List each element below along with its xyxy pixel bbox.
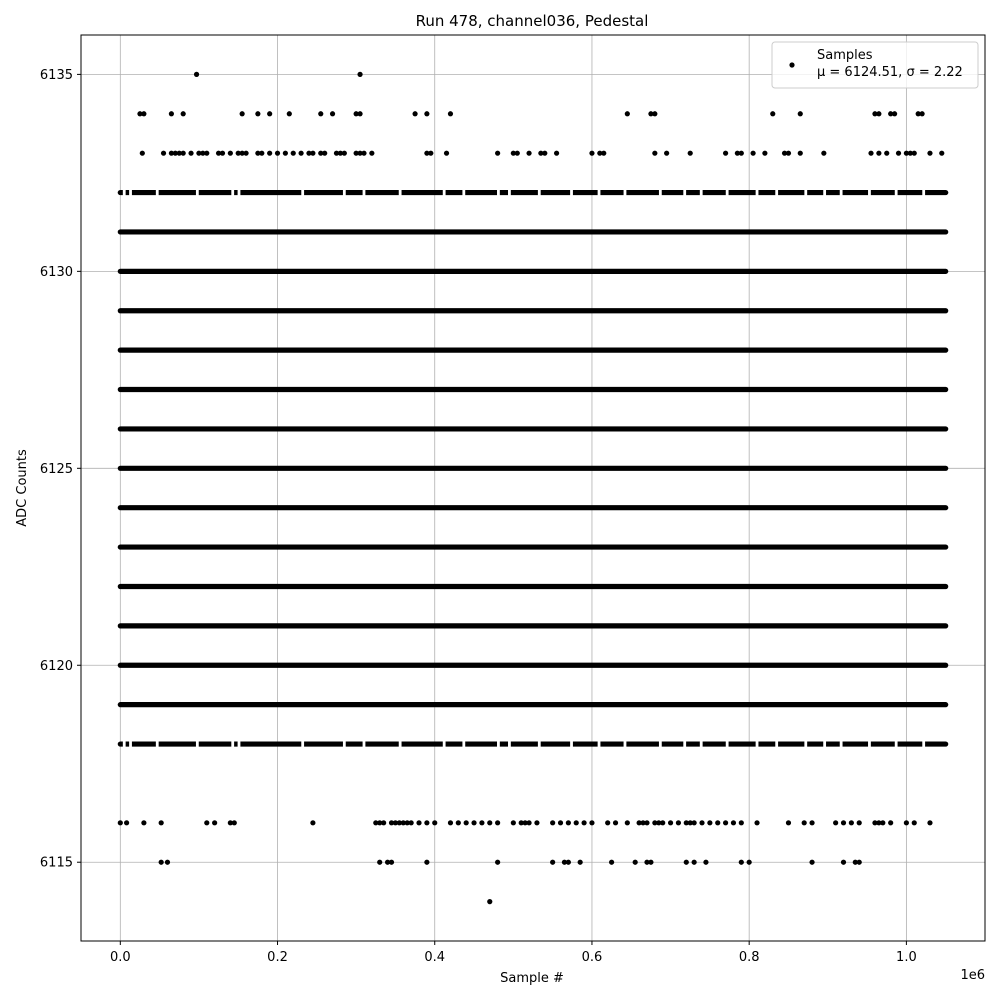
data-point: [892, 111, 897, 116]
data-point: [412, 111, 417, 116]
data-point: [287, 111, 292, 116]
data-point: [809, 820, 814, 825]
data-point-gap: [363, 189, 366, 195]
data-point: [699, 820, 704, 825]
data-point: [652, 111, 657, 116]
data-point: [456, 820, 461, 825]
data-point-gap: [343, 189, 346, 195]
data-point: [703, 860, 708, 865]
data-point: [688, 151, 693, 156]
data-point-gap: [775, 189, 778, 195]
data-point: [267, 151, 272, 156]
x-tick-label: 0.2: [267, 950, 288, 965]
data-point: [228, 151, 233, 156]
data-point: [526, 151, 531, 156]
data-point: [625, 111, 630, 116]
data-point: [550, 860, 555, 865]
data-point-gap: [443, 189, 446, 195]
data-point: [204, 151, 209, 156]
data-point-gap: [726, 189, 729, 195]
data-point: [884, 151, 889, 156]
data-point: [927, 820, 932, 825]
data-point-gap: [840, 189, 843, 195]
data-point-gap: [823, 189, 826, 195]
data-point: [232, 820, 237, 825]
data-point: [798, 111, 803, 116]
data-point-gap: [196, 189, 199, 195]
data-point: [723, 820, 728, 825]
data-point: [857, 860, 862, 865]
data-point: [558, 820, 563, 825]
data-point: [220, 151, 225, 156]
legend-label: Samples: [817, 48, 873, 63]
data-point: [159, 860, 164, 865]
data-point: [648, 860, 653, 865]
data-point: [786, 820, 791, 825]
data-point: [259, 151, 264, 156]
data-point-gap: [775, 741, 778, 747]
data-point-gap: [624, 741, 627, 747]
data-point: [880, 820, 885, 825]
data-point-gap: [756, 741, 759, 747]
data-point: [876, 111, 881, 116]
data-point: [566, 860, 571, 865]
data-point: [707, 820, 712, 825]
data-point: [747, 860, 752, 865]
data-point: [927, 151, 932, 156]
data-point-gap: [497, 189, 500, 195]
data-point-gap: [922, 189, 925, 195]
data-point: [857, 820, 862, 825]
x-axis-label: Sample #: [500, 971, 564, 986]
data-point-gap: [659, 741, 662, 747]
data-point: [416, 820, 421, 825]
data-point: [581, 820, 586, 825]
data-point: [664, 151, 669, 156]
data-point: [550, 820, 555, 825]
data-point: [821, 151, 826, 156]
data-point: [802, 820, 807, 825]
data-point-gap: [443, 741, 446, 747]
data-point-gap: [922, 741, 925, 747]
data-point: [786, 151, 791, 156]
data-point-gap: [508, 741, 511, 747]
data-point: [140, 151, 145, 156]
data-point: [849, 820, 854, 825]
data-point-gap: [726, 741, 729, 747]
data-point: [487, 820, 492, 825]
data-point: [554, 151, 559, 156]
data-point: [357, 111, 362, 116]
data-point: [212, 820, 217, 825]
data-point: [310, 820, 315, 825]
data-point: [739, 820, 744, 825]
data-point: [310, 151, 315, 156]
y-tick-label: 6120: [39, 658, 73, 674]
data-point-gap: [823, 741, 826, 747]
data-point-gap: [231, 741, 234, 747]
data-point: [723, 151, 728, 156]
data-point: [920, 111, 925, 116]
data-point: [833, 820, 838, 825]
data-point: [770, 111, 775, 116]
data-point: [542, 151, 547, 156]
data-point-gap: [570, 189, 573, 195]
data-point-gap: [683, 741, 686, 747]
data-point-gap: [570, 741, 573, 747]
data-point-gap: [301, 189, 304, 195]
data-point-gap: [399, 189, 402, 195]
legend-marker: [789, 62, 794, 67]
data-point-gap: [129, 741, 132, 747]
data-point: [424, 820, 429, 825]
data-point-gap: [363, 741, 366, 747]
data-point: [243, 151, 248, 156]
data-point-gap: [399, 741, 402, 747]
data-point: [181, 111, 186, 116]
data-point: [739, 151, 744, 156]
data-point: [204, 820, 209, 825]
data-point-gap: [804, 189, 807, 195]
data-point: [118, 820, 123, 825]
y-tick-label: 6125: [39, 461, 73, 477]
data-point: [181, 151, 186, 156]
data-point: [424, 111, 429, 116]
data-point: [526, 820, 531, 825]
data-point: [684, 860, 689, 865]
data-point-gap: [196, 741, 199, 747]
data-point: [448, 820, 453, 825]
data-point: [255, 111, 260, 116]
data-point-gap: [238, 741, 241, 747]
data-point: [601, 151, 606, 156]
data-point: [660, 820, 665, 825]
data-point: [361, 151, 366, 156]
data-point: [275, 151, 280, 156]
data-point: [141, 111, 146, 116]
data-point-gap: [756, 189, 759, 195]
data-point: [342, 151, 347, 156]
data-point-gap: [700, 741, 703, 747]
data-point: [754, 820, 759, 825]
data-point: [495, 820, 500, 825]
data-point-gap: [804, 741, 807, 747]
data-point: [566, 820, 571, 825]
data-point: [318, 111, 323, 116]
data-point: [676, 820, 681, 825]
data-point: [299, 151, 304, 156]
data-point: [841, 860, 846, 865]
data-point: [169, 111, 174, 116]
data-point: [369, 151, 374, 156]
data-point: [377, 860, 382, 865]
x-axis-offset-label: 1e6: [960, 968, 985, 983]
data-point: [444, 151, 449, 156]
data-point: [668, 820, 673, 825]
x-tick-label: 0.6: [581, 950, 603, 965]
data-point: [267, 111, 272, 116]
data-point-gap: [868, 741, 871, 747]
data-point-gap: [462, 741, 465, 747]
data-point-gap: [238, 189, 241, 195]
x-tick-label: 0.8: [738, 950, 760, 965]
data-point: [841, 820, 846, 825]
data-point: [633, 860, 638, 865]
data-point: [809, 860, 814, 865]
y-axis-label: ADC Counts: [15, 449, 30, 527]
data-point: [762, 151, 767, 156]
data-point: [511, 820, 516, 825]
x-tick-label: 0.0: [109, 950, 131, 965]
data-point: [644, 820, 649, 825]
data-point: [715, 820, 720, 825]
data-point-gap: [156, 189, 159, 195]
data-point: [495, 151, 500, 156]
data-point-gap: [895, 741, 898, 747]
data-point: [589, 820, 594, 825]
data-point: [487, 899, 492, 904]
data-point: [574, 820, 579, 825]
data-point: [479, 820, 484, 825]
data-point: [357, 72, 362, 77]
data-point: [495, 860, 500, 865]
data-point: [428, 151, 433, 156]
data-point: [876, 151, 881, 156]
data-point-gap: [123, 189, 126, 195]
data-point: [578, 860, 583, 865]
data-point-gap: [343, 741, 346, 747]
data-point: [912, 820, 917, 825]
data-point: [161, 151, 166, 156]
data-point: [448, 111, 453, 116]
data-point: [188, 151, 193, 156]
data-point: [194, 72, 199, 77]
data-point: [283, 151, 288, 156]
data-point: [165, 860, 170, 865]
data-point: [424, 860, 429, 865]
y-tick-label: 6130: [39, 264, 73, 280]
data-point: [515, 151, 520, 156]
data-point-gap: [598, 189, 601, 195]
data-point: [625, 820, 630, 825]
data-point: [141, 820, 146, 825]
x-tick-label: 0.4: [424, 950, 446, 965]
data-point: [159, 820, 164, 825]
data-point: [888, 820, 893, 825]
data-point: [605, 820, 610, 825]
data-point-gap: [598, 741, 601, 747]
data-point: [798, 151, 803, 156]
data-point-gap: [508, 189, 511, 195]
data-point-gap: [840, 741, 843, 747]
data-point: [409, 820, 414, 825]
data-point: [739, 860, 744, 865]
x-tick-label: 1.0: [896, 950, 917, 965]
data-point: [381, 820, 386, 825]
data-point: [124, 820, 129, 825]
data-point: [291, 151, 296, 156]
data-point: [751, 151, 756, 156]
data-point: [692, 860, 697, 865]
data-point-gap: [538, 189, 541, 195]
data-point-gap: [683, 189, 686, 195]
chart-title: Run 478, channel036, Pedestal: [415, 12, 649, 30]
data-point: [432, 820, 437, 825]
data-point: [322, 151, 327, 156]
data-point-gap: [129, 189, 132, 195]
data-point-gap: [868, 189, 871, 195]
data-point-gap: [462, 189, 465, 195]
data-point: [609, 860, 614, 865]
plot-area: [81, 35, 985, 941]
data-point-gap: [231, 189, 234, 195]
data-point: [464, 820, 469, 825]
data-point: [652, 151, 657, 156]
data-point: [389, 860, 394, 865]
y-tick-label: 6135: [39, 67, 73, 83]
data-point-gap: [301, 741, 304, 747]
data-point: [912, 151, 917, 156]
data-point: [471, 820, 476, 825]
data-point: [330, 111, 335, 116]
data-point: [613, 820, 618, 825]
data-point-gap: [123, 741, 126, 747]
data-point: [692, 820, 697, 825]
data-point: [731, 820, 736, 825]
data-point: [904, 820, 909, 825]
data-point: [939, 151, 944, 156]
data-point: [896, 151, 901, 156]
data-point-gap: [497, 741, 500, 747]
legend: [772, 42, 978, 88]
data-point: [240, 111, 245, 116]
data-point: [868, 151, 873, 156]
data-point-gap: [624, 189, 627, 195]
y-tick-label: 6115: [39, 855, 73, 871]
data-point-gap: [156, 741, 159, 747]
data-point-gap: [700, 189, 703, 195]
data-point-gap: [659, 189, 662, 195]
data-point-gap: [538, 741, 541, 747]
legend-stats: μ = 6124.51, σ = 2.22: [817, 65, 963, 80]
data-point: [534, 820, 539, 825]
data-point: [589, 151, 594, 156]
data-point-gap: [895, 189, 898, 195]
